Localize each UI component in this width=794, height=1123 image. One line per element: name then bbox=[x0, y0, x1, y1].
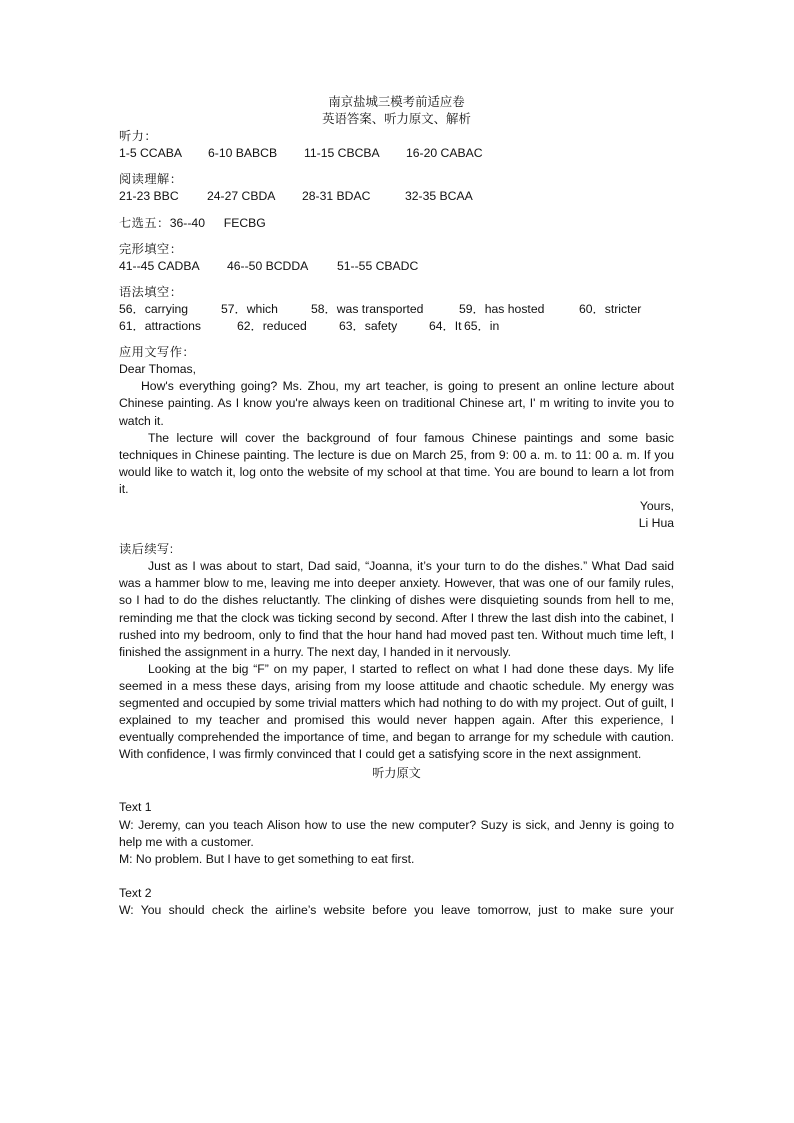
listening-heading: 听力： bbox=[119, 129, 158, 144]
grammar-answer: 60．stricter bbox=[579, 301, 642, 316]
seven-five-answer: FECBG bbox=[223, 215, 266, 230]
letter-paragraph: How's everything going? Ms. Zhou, my art teacher, is going to present an online lecture about Chinese painting. As I know you're always keen on traditional Chinese art, I' m writing to invite you to watch it. bbox=[119, 379, 674, 428]
cloze-answers bbox=[119, 258, 674, 275]
grammar-answer: 59．has hosted bbox=[459, 301, 545, 316]
grammar-answer: 56．carrying bbox=[119, 301, 189, 316]
answer-group: 32-35 BCAA bbox=[405, 189, 473, 204]
grammar-answer: 58．was transported bbox=[311, 301, 424, 316]
answer-group: 24-27 CBDA bbox=[207, 189, 276, 204]
answer-group: 6-10 BABCB bbox=[208, 146, 278, 161]
transcript-title: 听力原文 bbox=[372, 766, 421, 781]
seven-five-range: 36--40 bbox=[169, 215, 205, 230]
grammar-answer: 62．reduced bbox=[237, 319, 307, 334]
letter-closing: Yours, bbox=[639, 498, 674, 513]
answer-group: 51--55 CBADC bbox=[337, 258, 419, 273]
letter-signature: Li Hua bbox=[638, 516, 674, 531]
seven-five-heading: 七选五： bbox=[119, 215, 170, 230]
answer-group: 21-23 BBC bbox=[119, 189, 179, 204]
transcript-text-label: Text 2 bbox=[119, 885, 152, 900]
transcript-line: M: No problem. But I have to get something to eat first. bbox=[119, 851, 415, 866]
story-paragraph: Looking at the big “F” on my paper, I started to reflect on what I had done these days. My life seemed in a mess these days, arising from my loose attitude and chaotic schedule. My energy was segmented and occupied by some trivial matters which had nothing to do with my project. Out of guilt, I explained to my teacher and promised this would never happen again. After this experience, I eventually comprehended the importance of time, and began to arrange for my schedule with caution. With confidence, I was firmly convinced that I could get a satisfying score in the next assignment. bbox=[119, 661, 674, 762]
answer-group: 11-15 CBCBA bbox=[304, 146, 380, 161]
grammar-answer: 63．safety bbox=[339, 319, 398, 334]
grammar-answer: 61．attractions bbox=[119, 319, 201, 334]
answer-document bbox=[119, 94, 674, 919]
answer-group: 46--50 BCDDA bbox=[227, 258, 309, 273]
grammar-answers-row2 bbox=[119, 318, 674, 335]
grammar-answers-row1 bbox=[119, 301, 674, 318]
letter-greeting: Dear Thomas, bbox=[119, 362, 196, 377]
reading-answers bbox=[119, 188, 674, 205]
transcript-text-label: Text 1 bbox=[119, 800, 152, 815]
continuation-writing-heading: 读后续写: bbox=[119, 542, 174, 557]
listening-answers bbox=[119, 145, 674, 162]
grammar-answer: 65．in bbox=[464, 319, 500, 334]
grammar-heading: 语法填空： bbox=[119, 284, 183, 299]
document-subtitle: 英语答案、听力原文、解析 bbox=[322, 112, 471, 127]
transcript-line: W: You should check the airline’s website before you leave tomorrow, just to make sure your bbox=[119, 902, 674, 917]
practical-writing-heading: 应用文写作： bbox=[119, 345, 196, 360]
grammar-answer: 64．It bbox=[429, 319, 462, 334]
grammar-answer: 57．which bbox=[221, 301, 278, 316]
letter-paragraph: The lecture will cover the background of four famous Chinese paintings and some basic techniques in Chinese painting. The lecture is due on March 25, from 9: 00 a. m. to 11: 00 a. m. If you would like to watch it, log onto the website of my school at that time. You are bound to learn a lot from it. bbox=[119, 430, 674, 496]
answer-group: 28-31 BDAC bbox=[302, 189, 371, 204]
reading-heading: 阅读理解： bbox=[119, 172, 183, 187]
transcript-line: W: Jeremy, can you teach Alison how to use the new computer? Suzy is sick, and Jenny is going to help me with a customer. bbox=[119, 817, 674, 849]
document-title: 南京盐城三模考前适应卷 bbox=[328, 95, 465, 109]
story-paragraph: Just as I was about to start, Dad said, “Joanna, it’s your turn to do the dishes.” What Dad said was a hammer blow to me, leaving me into deeper anxiety. However, that was one of our family rules, so I had to do the dishes reluctantly. The clinking of dishes were disquieting sounds from hell to me, reminding me that the clock was ticking second by second. After I threw the last dish into the cabinet, I rushed into my bedroom, only to find that the hour hand had moved past ten. Without much time left, I finished the assignment in a hurry. The next day, I handed in it nervously. bbox=[119, 559, 674, 659]
seven-five-line bbox=[119, 215, 674, 232]
answer-group: 1-5 CCABA bbox=[119, 146, 182, 161]
answer-group: 41--45 CADBA bbox=[119, 258, 200, 273]
answer-group: 16-20 CABAC bbox=[406, 146, 483, 161]
cloze-heading: 完形填空： bbox=[119, 241, 183, 256]
